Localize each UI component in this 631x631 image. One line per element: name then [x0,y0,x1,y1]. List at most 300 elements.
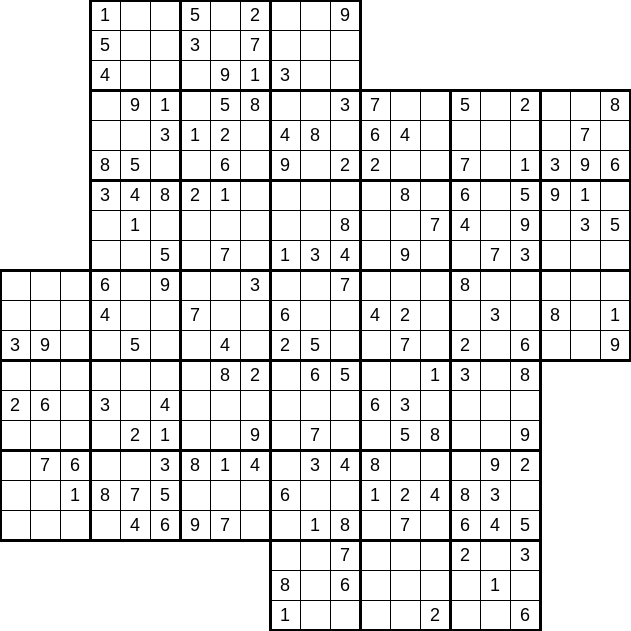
empty-cell[interactable] [120,450,150,480]
given-cell: 2 [249,5,260,25]
given-cell: 6 [69,455,80,475]
empty-cell[interactable] [150,330,180,360]
empty-cell[interactable] [390,450,420,480]
grid-line-horizontal [89,0,362,2]
given-cell: 5 [129,335,140,355]
empty-cell[interactable] [420,570,450,600]
empty-cell[interactable] [60,360,90,390]
grid-line-horizontal [0,480,272,481]
given-cell: 8 [429,425,440,445]
empty-cell[interactable] [570,270,600,300]
empty-cell[interactable] [330,60,360,90]
empty-cell[interactable] [450,570,480,600]
empty-cell[interactable] [480,390,510,420]
given-cell: 6 [99,275,110,295]
grid-line-horizontal [0,510,272,511]
empty-cell[interactable] [330,420,360,450]
given-cell: 8 [609,95,620,115]
empty-cell[interactable] [240,480,270,510]
given-cell: 3 [9,335,20,355]
empty-cell[interactable] [120,240,150,270]
grid-line-vertical [570,89,571,362]
empty-cell[interactable] [390,210,420,240]
empty-cell[interactable] [420,510,450,540]
given-cell: 9 [39,335,50,355]
empty-cell[interactable] [120,0,150,30]
given-cell: 5 [159,245,170,265]
empty-cell[interactable] [600,180,630,210]
empty-cell[interactable] [120,390,150,420]
empty-cell[interactable] [540,210,570,240]
grid-line-vertical [269,359,272,631]
empty-cell[interactable] [330,30,360,60]
empty-cell[interactable] [30,300,60,330]
empty-cell[interactable] [450,240,480,270]
empty-cell[interactable] [240,210,270,240]
empty-cell[interactable] [270,90,300,120]
given-cell: 3 [549,155,560,175]
empty-cell[interactable] [570,240,600,270]
empty-cell[interactable] [330,330,360,360]
empty-cell[interactable] [240,510,270,540]
grid-line-vertical [449,359,452,631]
empty-cell[interactable] [150,150,180,180]
grid-line-vertical [150,269,151,542]
empty-cell[interactable] [390,540,420,570]
empty-cell[interactable] [240,300,270,330]
empty-cell[interactable] [420,390,450,420]
empty-cell[interactable] [120,60,150,90]
empty-cell[interactable] [420,540,450,570]
given-cell: 5 [99,35,110,55]
given-cell: 1 [369,485,380,505]
empty-cell[interactable] [180,270,210,300]
empty-cell[interactable] [420,270,450,300]
empty-cell[interactable] [300,210,330,240]
given-cell: 8 [309,125,320,145]
empty-cell[interactable] [510,270,540,300]
given-cell: 5 [159,485,170,505]
empty-cell[interactable] [480,600,510,630]
empty-cell[interactable] [540,90,570,120]
empty-cell[interactable] [600,120,630,150]
given-cell: 5 [129,155,140,175]
empty-cell[interactable] [390,90,420,120]
given-cell: 3 [99,185,110,205]
empty-cell[interactable] [510,300,540,330]
empty-cell[interactable] [180,330,210,360]
empty-cell[interactable] [390,270,420,300]
given-cell: 7 [219,245,230,265]
empty-cell[interactable] [90,450,120,480]
empty-cell[interactable] [180,360,210,390]
grid-line-horizontal [359,89,631,92]
empty-cell[interactable] [270,360,300,390]
given-cell: 1 [249,65,260,85]
empty-cell[interactable] [180,60,210,90]
empty-cell[interactable] [510,570,540,600]
empty-cell[interactable] [270,210,300,240]
given-cell: 7 [219,515,230,535]
given-cell: 8 [399,185,410,205]
empty-cell[interactable] [0,420,30,450]
given-cell: 6 [39,395,50,415]
given-cell: 6 [369,125,380,145]
empty-cell[interactable] [270,540,300,570]
empty-cell[interactable] [270,30,300,60]
empty-cell[interactable] [90,120,120,150]
given-cell: 2 [9,395,20,415]
grid-line-vertical [240,269,241,542]
empty-cell[interactable] [510,120,540,150]
empty-cell[interactable] [570,90,600,120]
given-cell: 6 [459,185,470,205]
empty-cell[interactable] [0,510,30,540]
given-cell: 1 [279,605,290,625]
empty-cell[interactable] [270,420,300,450]
grid-line-vertical [600,89,601,362]
empty-cell[interactable] [480,540,510,570]
empty-cell[interactable] [0,360,30,390]
given-cell: 3 [99,395,110,415]
given-cell: 4 [369,305,380,325]
empty-cell[interactable] [600,270,630,300]
empty-cell[interactable] [570,330,600,360]
empty-cell[interactable] [540,120,570,150]
given-cell: 5 [339,365,350,385]
given-cell: 4 [219,335,230,355]
given-cell: 7 [189,305,200,325]
given-cell: 8 [459,275,470,295]
given-cell: 3 [399,395,410,415]
empty-cell[interactable] [30,480,60,510]
empty-cell[interactable] [90,90,120,120]
grid-line-horizontal [269,539,542,542]
empty-cell[interactable] [240,240,270,270]
empty-cell[interactable] [330,480,360,510]
empty-cell[interactable] [420,180,450,210]
grid-line-vertical [210,269,211,542]
empty-cell[interactable] [150,360,180,390]
empty-cell[interactable] [300,300,330,330]
empty-cell[interactable] [420,90,450,120]
empty-cell[interactable] [360,570,390,600]
given-cell: 1 [279,245,290,265]
empty-cell[interactable] [210,480,240,510]
given-cell: 8 [339,515,350,535]
empty-cell[interactable] [120,120,150,150]
empty-cell[interactable] [150,60,180,90]
empty-cell[interactable] [420,330,450,360]
given-cell: 4 [99,65,110,85]
empty-cell[interactable] [360,240,390,270]
empty-cell[interactable] [360,600,390,630]
empty-cell[interactable] [210,420,240,450]
empty-cell[interactable] [120,300,150,330]
empty-cell[interactable] [330,180,360,210]
given-cell: 9 [159,275,170,295]
given-cell: 6 [279,485,290,505]
empty-cell[interactable] [270,270,300,300]
grid-line-vertical [179,269,182,542]
given-cell: 3 [459,365,470,385]
empty-cell[interactable] [210,210,240,240]
empty-cell[interactable] [270,510,300,540]
empty-cell[interactable] [360,180,390,210]
empty-cell[interactable] [180,390,210,420]
empty-cell[interactable] [420,240,450,270]
empty-cell[interactable] [150,210,180,240]
grid-line-horizontal [0,420,272,421]
grid-line-vertical [120,269,121,542]
empty-cell[interactable] [90,240,120,270]
grid-line-vertical [480,89,481,362]
given-cell: 9 [399,245,410,265]
grid-line-horizontal [269,420,542,421]
empty-cell[interactable] [150,300,180,330]
empty-cell[interactable] [480,360,510,390]
empty-cell[interactable] [210,390,240,420]
given-cell: 1 [189,125,200,145]
empty-cell[interactable] [540,270,570,300]
given-cell: 8 [339,215,350,235]
grid-line-horizontal [269,449,542,452]
given-cell: 1 [579,185,590,205]
empty-cell[interactable] [210,270,240,300]
given-cell: 5 [519,515,530,535]
grid-line-horizontal [179,240,452,241]
given-cell: 8 [369,455,380,475]
given-cell: 1 [99,5,110,25]
empty-cell[interactable] [480,180,510,210]
empty-cell[interactable] [390,150,420,180]
grid-line-horizontal [0,449,272,452]
empty-cell[interactable] [300,180,330,210]
given-cell: 4 [399,125,410,145]
empty-cell[interactable] [180,420,210,450]
empty-cell[interactable] [360,210,390,240]
given-cell: 3 [159,125,170,145]
empty-cell[interactable] [60,420,90,450]
given-cell: 8 [279,575,290,595]
empty-cell[interactable] [300,0,330,30]
given-cell: 3 [339,95,350,115]
given-cell: 1 [69,485,80,505]
empty-cell[interactable] [420,300,450,330]
empty-cell[interactable] [90,360,120,390]
given-cell: 8 [519,365,530,385]
given-cell: 2 [369,155,380,175]
given-cell: 2 [429,605,440,625]
given-cell: 8 [549,305,560,325]
empty-cell[interactable] [60,270,90,300]
empty-cell[interactable] [300,60,330,90]
empty-cell[interactable] [180,480,210,510]
empty-cell[interactable] [540,330,570,360]
given-cell: 9 [609,335,620,355]
empty-cell[interactable] [480,150,510,180]
empty-cell[interactable] [450,600,480,630]
grid-line-horizontal [269,600,542,601]
empty-cell[interactable] [30,270,60,300]
empty-cell[interactable] [300,390,330,420]
given-cell: 7 [249,35,260,55]
empty-cell[interactable] [180,210,210,240]
given-cell: 2 [399,485,410,505]
empty-cell[interactable] [60,330,90,360]
empty-cell[interactable] [210,30,240,60]
empty-cell[interactable] [30,420,60,450]
empty-cell[interactable] [360,540,390,570]
given-cell: 3 [249,275,260,295]
empty-cell[interactable] [480,210,510,240]
empty-cell[interactable] [240,120,270,150]
given-cell: 6 [519,335,530,355]
empty-cell[interactable] [270,0,300,30]
empty-cell[interactable] [60,390,90,420]
empty-cell[interactable] [420,150,450,180]
empty-cell[interactable] [450,300,480,330]
empty-cell[interactable] [300,270,330,300]
empty-cell[interactable] [210,0,240,30]
empty-cell[interactable] [480,120,510,150]
grid-line-vertical [539,89,542,362]
given-cell: 9 [249,425,260,445]
grid-line-horizontal [89,120,362,121]
empty-cell[interactable] [180,90,210,120]
empty-cell[interactable] [30,510,60,540]
empty-cell[interactable] [330,390,360,420]
empty-cell[interactable] [90,330,120,360]
given-cell: 8 [159,185,170,205]
empty-cell[interactable] [90,210,120,240]
given-cell: 7 [399,515,410,535]
empty-cell[interactable] [480,270,510,300]
empty-cell[interactable] [270,450,300,480]
given-cell: 9 [339,5,350,25]
empty-cell[interactable] [330,300,360,330]
empty-cell[interactable] [60,300,90,330]
given-cell: 3 [579,215,590,235]
empty-cell[interactable] [450,450,480,480]
given-cell: 4 [459,215,470,235]
empty-cell[interactable] [480,90,510,120]
given-cell: 1 [519,155,530,175]
given-cell: 2 [219,125,230,145]
given-cell: 9 [579,155,590,175]
grid-line-vertical [30,269,31,542]
empty-cell[interactable] [60,510,90,540]
empty-cell[interactable] [390,360,420,390]
empty-cell[interactable] [330,120,360,150]
empty-cell[interactable] [180,150,210,180]
empty-cell[interactable] [360,330,390,360]
empty-cell[interactable] [240,330,270,360]
given-cell: 6 [339,575,350,595]
given-cell: 1 [219,455,230,475]
empty-cell[interactable] [420,120,450,150]
empty-cell[interactable] [540,240,570,270]
given-cell: 5 [309,335,320,355]
empty-cell[interactable] [450,390,480,420]
empty-cell[interactable] [360,360,390,390]
grid-line-horizontal [89,89,362,92]
given-cell: 8 [189,455,200,475]
grid-line-horizontal [179,179,452,182]
empty-cell[interactable] [300,150,330,180]
empty-cell[interactable] [240,150,270,180]
empty-cell[interactable] [300,30,330,60]
grid-line-horizontal [269,570,542,571]
empty-cell[interactable] [240,180,270,210]
empty-cell[interactable] [510,480,540,510]
empty-cell[interactable] [330,600,360,630]
empty-cell[interactable] [480,420,510,450]
given-cell: 5 [459,95,470,115]
given-cell: 3 [519,245,530,265]
empty-cell[interactable] [0,480,30,510]
given-cell: 4 [159,395,170,415]
empty-cell[interactable] [300,90,330,120]
empty-cell[interactable] [180,240,210,270]
empty-cell[interactable] [390,570,420,600]
empty-cell[interactable] [450,420,480,450]
empty-cell[interactable] [150,0,180,30]
empty-cell[interactable] [210,300,240,330]
empty-cell[interactable] [570,300,600,330]
empty-cell[interactable] [270,180,300,210]
empty-cell[interactable] [360,270,390,300]
empty-cell[interactable] [450,120,480,150]
empty-cell[interactable] [0,300,30,330]
empty-cell[interactable] [300,480,330,510]
given-cell: 4 [249,455,260,475]
given-cell: 9 [279,155,290,175]
given-cell: 4 [129,185,140,205]
given-cell: 5 [519,185,530,205]
empty-cell[interactable] [150,30,180,60]
empty-cell[interactable] [0,450,30,480]
empty-cell[interactable] [120,360,150,390]
empty-cell[interactable] [300,570,330,600]
empty-cell[interactable] [90,420,120,450]
empty-cell[interactable] [300,540,330,570]
empty-cell[interactable] [270,390,300,420]
grid-line-vertical [330,359,331,631]
given-cell: 2 [339,155,350,175]
empty-cell[interactable] [360,420,390,450]
empty-cell[interactable] [600,240,630,270]
empty-cell[interactable] [510,390,540,420]
empty-cell[interactable] [390,600,420,630]
empty-cell[interactable] [480,330,510,360]
given-cell: 7 [489,245,500,265]
empty-cell[interactable] [0,270,30,300]
empty-cell[interactable] [30,360,60,390]
given-cell: 9 [189,515,200,535]
empty-cell[interactable] [420,450,450,480]
given-cell: 3 [489,485,500,505]
grid-line-vertical [390,359,391,631]
empty-cell[interactable] [360,510,390,540]
empty-cell[interactable] [120,270,150,300]
given-cell: 9 [129,95,140,115]
given-cell: 4 [279,125,290,145]
empty-cell[interactable] [120,30,150,60]
empty-cell[interactable] [240,390,270,420]
empty-cell[interactable] [300,600,330,630]
empty-cell[interactable] [90,510,120,540]
